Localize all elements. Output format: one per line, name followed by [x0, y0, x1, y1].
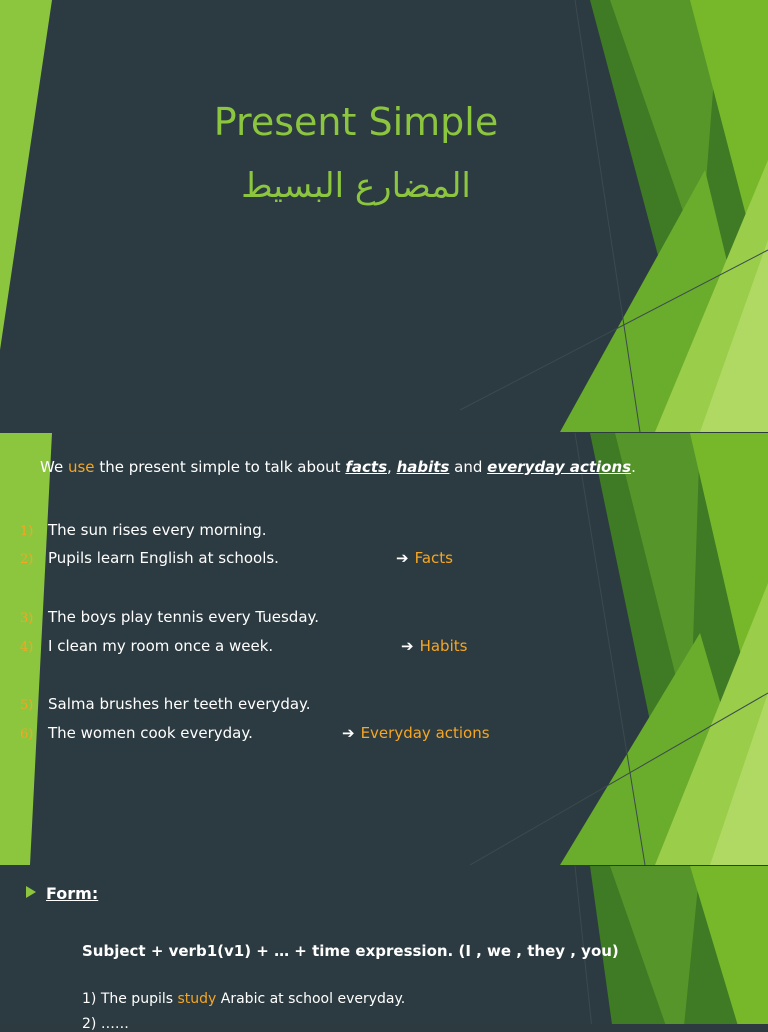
intro-facts: facts — [345, 458, 387, 476]
example-item: 1) The sun rises every morning. — [20, 521, 267, 539]
intro-everyday: everyday actions — [487, 458, 632, 476]
label-habits: ➔ Habits — [401, 637, 468, 655]
label-everyday-actions: ➔ Everyday actions — [342, 724, 490, 742]
decorative-triangles — [0, 0, 768, 432]
example-item: 2) Pupils learn English at schools. — [20, 549, 279, 567]
arrow-right-icon: ➔ — [396, 549, 409, 567]
intro-period: . — [631, 458, 636, 476]
arrow-right-icon: ➔ — [401, 637, 414, 655]
bullet-triangle-icon — [26, 886, 36, 898]
label-facts: ➔ Facts — [396, 549, 453, 567]
form-heading: Form: — [26, 884, 98, 903]
bullet-triangle-icon — [20, 459, 30, 471]
usage-intro — [20, 458, 636, 476]
intro-use: use — [67, 458, 95, 476]
form-example: 1) The pupils study Arabic at school everyday. — [82, 991, 406, 1007]
example-item: 6) The women cook everyday. — [20, 724, 253, 742]
intro-we: We — [40, 458, 64, 476]
intro-comma: , — [387, 458, 392, 476]
example-item: 3) The boys play tennis every Tuesday. — [20, 608, 320, 626]
slide-title-english: Present Simple — [213, 100, 499, 144]
intro-and: and — [454, 458, 483, 476]
example-item: 4) I clean my room once a week. — [20, 637, 274, 655]
arrow-right-icon: ➔ — [342, 724, 355, 742]
intro-habits: habits — [396, 458, 450, 476]
form-example-partial: 2) …… — [82, 1016, 129, 1032]
slide-title-arabic: المضارع البسيط — [241, 166, 471, 206]
intro-text: the present simple to talk about — [99, 458, 341, 476]
slide-title — [0, 0, 768, 432]
example-item: 5) Salma brushes her teeth everyday. — [20, 695, 311, 713]
form-formula: Subject + verb1(v1) + … + time expression. (I , we , they , you) — [82, 942, 619, 960]
